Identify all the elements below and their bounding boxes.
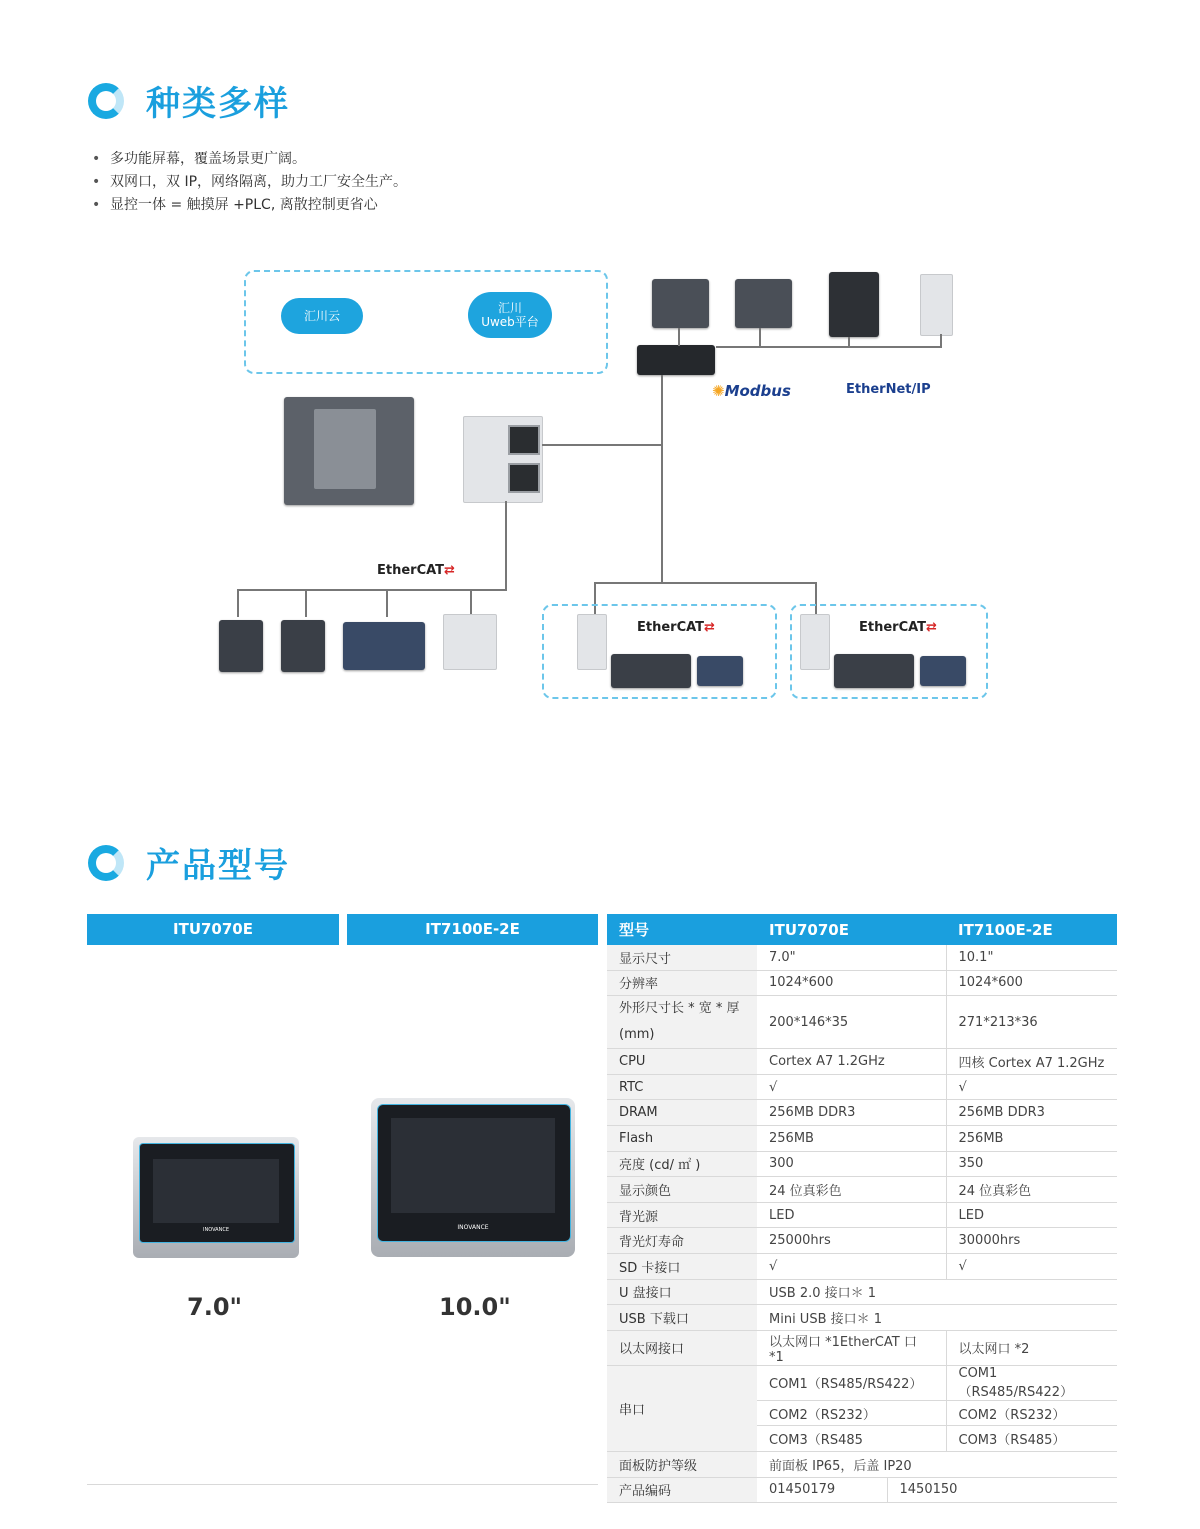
row-value: 350	[946, 1151, 1117, 1177]
row-value: 前面板 IP65，后盖 IP20	[757, 1451, 1117, 1477]
cloud-label: 汇川云	[303, 309, 340, 323]
row-key: 背光灯寿命	[607, 1228, 757, 1254]
row-value: 256MB DDR3	[946, 1100, 1117, 1126]
connector-line	[940, 334, 942, 347]
table-row	[607, 970, 1117, 996]
size-label: 7.0"	[187, 1293, 243, 1321]
io-module-image	[697, 656, 743, 686]
table-header-cell: 型号	[607, 914, 757, 945]
plc-device-image	[920, 274, 953, 336]
circle-bullet-icon	[88, 83, 124, 119]
row-value: Mini USB 接口＊ 1	[757, 1305, 1117, 1331]
feature-list	[92, 148, 407, 217]
ethercat-logo	[637, 620, 715, 635]
circle-bullet-icon	[88, 845, 124, 881]
arrow-icon: ⇄	[926, 620, 937, 635]
arrow-icon: ⇄	[704, 620, 715, 635]
row-value: 1024*600	[757, 970, 946, 996]
row-value: COM1（RS485/RS422）	[757, 1365, 946, 1400]
cloud-icon	[281, 298, 363, 334]
connector-line	[661, 446, 663, 583]
row-value: 256MB	[757, 1125, 946, 1151]
product-header: ITU7070E	[87, 914, 339, 945]
row-key: USB 下载口	[607, 1305, 757, 1331]
servo-drives-image	[611, 654, 691, 688]
row-value: 256MB DDR3	[757, 1100, 946, 1126]
row-key	[607, 996, 757, 1049]
connector-line	[386, 589, 388, 617]
section-title-variety	[88, 76, 290, 125]
connector-line	[716, 346, 942, 348]
spec-table	[607, 914, 1117, 1503]
connector-line	[470, 589, 472, 617]
row-value: LED	[946, 1202, 1117, 1228]
modbus-label: Modbus	[724, 382, 791, 400]
row-value: COM3（RS485）	[946, 1426, 1117, 1452]
switch-device-image	[829, 272, 879, 337]
row-key: CPU	[607, 1049, 757, 1075]
row-value: 1024*600	[946, 970, 1117, 996]
row-value: 256MB	[946, 1125, 1117, 1151]
row-key-line: (mm)	[619, 1027, 655, 1043]
plc-module-image	[443, 614, 497, 670]
cloud-icon	[468, 292, 552, 338]
table-row	[607, 1365, 1117, 1400]
ethercat-label: EtherCAT	[859, 620, 927, 635]
connector-line	[759, 328, 761, 347]
brand-label: INOVANCE	[203, 1227, 229, 1233]
row-key: 分辨率	[607, 970, 757, 996]
row-value: COM3（RS485	[757, 1426, 946, 1452]
row-value: 四核 Cortex A7 1.2GHz	[946, 1049, 1117, 1075]
io-module-image	[343, 622, 425, 670]
row-value: COM1（RS485/RS422）	[946, 1365, 1117, 1400]
table-row	[607, 996, 1117, 1049]
ethernet-port-image	[463, 416, 543, 503]
table-row	[607, 1049, 1117, 1075]
row-value: 24 位真彩色	[946, 1177, 1117, 1203]
row-value: 10.1"	[946, 945, 1117, 970]
servo-drives-image	[834, 654, 914, 688]
list-item: • 双网口，双 IP，网络隔离，助力工厂安全生产。	[92, 171, 407, 194]
row-value: 以太网口 *2	[946, 1330, 1117, 1365]
row-value: LED	[757, 1202, 946, 1228]
divider	[87, 1484, 598, 1485]
product-header: IT7100E-2E	[347, 914, 598, 945]
row-key: 产品编码	[607, 1477, 757, 1503]
servo-drive-image	[219, 620, 263, 672]
table-row	[607, 1451, 1117, 1477]
row-key: Flash	[607, 1125, 757, 1151]
row-key: 亮度 (cd/ ㎡ )	[607, 1151, 757, 1177]
table-row	[607, 1477, 1117, 1503]
hmi-device-image	[735, 279, 792, 328]
connector-line	[848, 337, 850, 347]
row-key: 串口	[607, 1365, 757, 1451]
arrow-icon: ⇄	[444, 563, 455, 578]
section-title-text: 产品型号	[146, 846, 290, 886]
row-value: 01450179	[757, 1477, 887, 1503]
plc-device-image	[577, 614, 607, 670]
table-row	[607, 1074, 1117, 1100]
connector-line	[661, 375, 663, 446]
row-key: 显示尺寸	[607, 945, 757, 970]
row-value: 25000hrs	[757, 1228, 946, 1254]
io-module-image	[920, 656, 966, 686]
section-title-models	[88, 838, 290, 887]
check-icon: √	[946, 1253, 1117, 1279]
brand-label: INOVANCE	[457, 1224, 489, 1231]
list-item: • 多功能屏幕，覆盖场景更广阔。	[92, 148, 407, 171]
connector-line	[237, 589, 507, 591]
ethercat-label: EtherCAT	[637, 620, 705, 635]
row-value: 200*146*35	[757, 996, 946, 1049]
row-key: RTC	[607, 1074, 757, 1100]
table-row	[607, 1253, 1117, 1279]
hmi-7inch-image	[133, 1137, 299, 1258]
list-item: • 显控一体 = 触摸屏 +PLC, 离散控制更省心	[92, 194, 407, 217]
row-value: 1450150	[887, 1477, 1117, 1503]
row-value: Cortex A7 1.2GHz	[757, 1049, 946, 1075]
table-row	[607, 1177, 1117, 1203]
ethercat-label: EtherCAT	[377, 563, 445, 578]
ethercat-logo	[377, 563, 455, 578]
table-row	[607, 1330, 1117, 1365]
check-icon: √	[757, 1253, 946, 1279]
row-key: 以太网接口	[607, 1330, 757, 1365]
row-value: 以太网口 *1EtherCAT 口 *1	[757, 1330, 946, 1365]
table-row	[607, 1151, 1117, 1177]
ethercat-logo	[859, 620, 937, 635]
section-title-text: 种类多样	[146, 84, 290, 124]
table-header-cell: ITU7070E	[757, 914, 946, 945]
connector-line	[678, 328, 680, 346]
modbus-star-icon: ✺	[712, 382, 725, 400]
table-row	[607, 1279, 1117, 1305]
modbus-logo	[712, 382, 791, 400]
hmi-back-image	[284, 397, 414, 505]
table-row	[607, 1202, 1117, 1228]
table-header-cell: IT7100E-2E	[946, 914, 1117, 945]
hmi-10inch-image	[371, 1098, 575, 1257]
row-value: 24 位真彩色	[757, 1177, 946, 1203]
connector-line	[505, 501, 507, 590]
row-value: 300	[757, 1151, 946, 1177]
cloud-label: Uweb平台	[481, 315, 539, 329]
row-value: COM2（RS232）	[757, 1400, 946, 1426]
hmi-device-image	[652, 279, 709, 328]
table-row	[607, 1125, 1117, 1151]
row-value: 30000hrs	[946, 1228, 1117, 1254]
table-row	[607, 1100, 1117, 1126]
row-key-line: 外形尺寸长 * 宽 * 厚	[619, 1001, 740, 1017]
connector-line	[594, 582, 816, 584]
row-value: 7.0"	[757, 945, 946, 970]
servo-drive-image	[281, 620, 325, 672]
row-value: 271*213*36	[946, 996, 1117, 1049]
row-value: USB 2.0 接口＊ 1	[757, 1279, 1117, 1305]
check-icon: √	[946, 1074, 1117, 1100]
table-row	[607, 1228, 1117, 1254]
check-icon: √	[757, 1074, 946, 1100]
table-header-row	[607, 914, 1117, 945]
row-key: U 盘接口	[607, 1279, 757, 1305]
ethernetip-logo: EtherNet/IP	[846, 382, 931, 397]
table-row	[607, 1305, 1117, 1331]
connector-line	[305, 589, 307, 617]
connector-line	[237, 589, 239, 617]
plc-device-image	[800, 614, 830, 670]
network-switch-image	[637, 345, 715, 375]
table-row	[607, 945, 1117, 970]
row-value: COM2（RS232）	[946, 1400, 1117, 1426]
cloud-label: 汇川	[497, 301, 522, 315]
row-key: 背光源	[607, 1202, 757, 1228]
row-key: DRAM	[607, 1100, 757, 1126]
row-key: SD 卡接口	[607, 1253, 757, 1279]
size-label: 10.0"	[439, 1293, 511, 1321]
row-key: 面板防护等级	[607, 1451, 757, 1477]
row-key: 显示颜色	[607, 1177, 757, 1203]
connector-line	[542, 444, 662, 446]
